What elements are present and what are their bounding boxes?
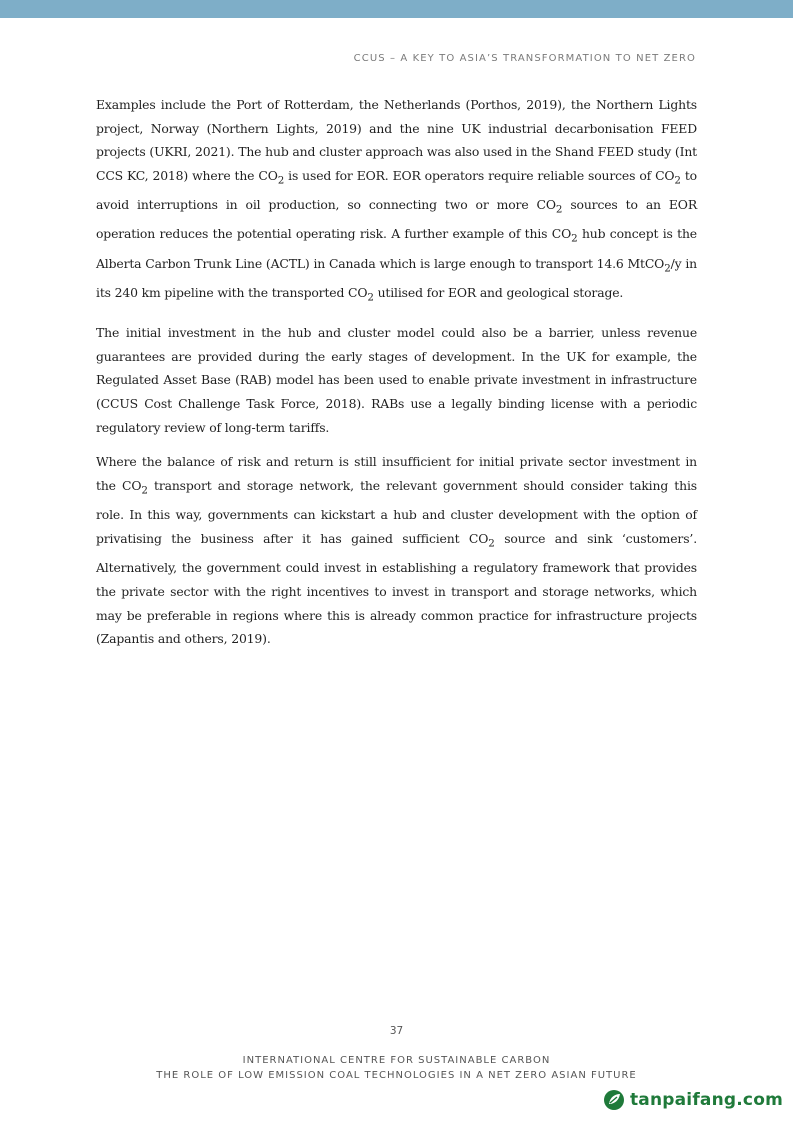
body-text xyxy=(96,93,697,662)
page-number: 37 xyxy=(389,1025,404,1037)
paragraph-3: Where the balance of risk and return is still insufficient for initial private sector investment in the $CO_2$ transport and storage network, the relevant government should consider taking this role. In this way, governments can kickstart a hub and cluster development with the option of privatising the business after it has gained sufficient $CO_2$ source and sink ‘customers’. Alternatively, the government could invest in establishing a regulatory framework that provides the private sector with the right incentives to invest in transport and storage networks, which may be preferable in regions where this is already common practice for infrastructure projects (Zapantis and others, 2019). xyxy=(96,454,697,647)
watermark xyxy=(603,1089,783,1111)
paragraph-2: The initial investment in the hub and cluster model could also be a barrier, unless revenue guarantees are provided during the early stages of development. In the UK for example, the Regulated Asset Base (RAB) model has been used to enable private investment in infrastructure (CCUS Cost Challenge Task Force, 2018). RABs use a legally binding license with a periodic regulatory review of long-term tariffs. xyxy=(96,324,697,435)
top-accent-bar xyxy=(0,0,793,18)
leaf-logo-icon xyxy=(603,1089,625,1111)
footer-organisation: INTERNATIONAL CENTRE FOR SUSTAINABLE CARBON xyxy=(242,1055,551,1066)
footer-report-title: THE ROLE OF LOW EMISSION COAL TECHNOLOGIES IN A NET ZERO ASIAN FUTURE xyxy=(156,1070,637,1081)
watermark-text: tanpaifang.com xyxy=(629,1090,783,1110)
paragraph-1: Examples include the Port of Rotterdam, the Netherlands (Porthos, 2019), the Northern Lights project, Norway (Northern Lights, 2019) and the nine UK industrial decarbonisation FEED projects (UKRI, 2021). The hub and cluster approach was also used in the Shand FEED study (Int CCS KC, 2018) where the $CO_2$ is used for EOR. EOR operators require reliable sources of $CO_2$ to avoid interruptions in oil production, so connecting two or more $CO_2$ sources to an EOR operation reduces the potential operating risk. A further example of this $CO_2$ hub concept is the Alberta Carbon Trunk Line (ACTL) in Canada which is large enough to transport 14.6 MtCO$_2$/y in its 240 km pipeline with the transported $CO_2$ utilised for EOR and geological storage. xyxy=(96,97,698,304)
running-header: CCUS – A KEY TO ASIA’S TRANSFORMATION TO NET ZERO xyxy=(353,53,696,64)
footer xyxy=(0,1053,793,1083)
